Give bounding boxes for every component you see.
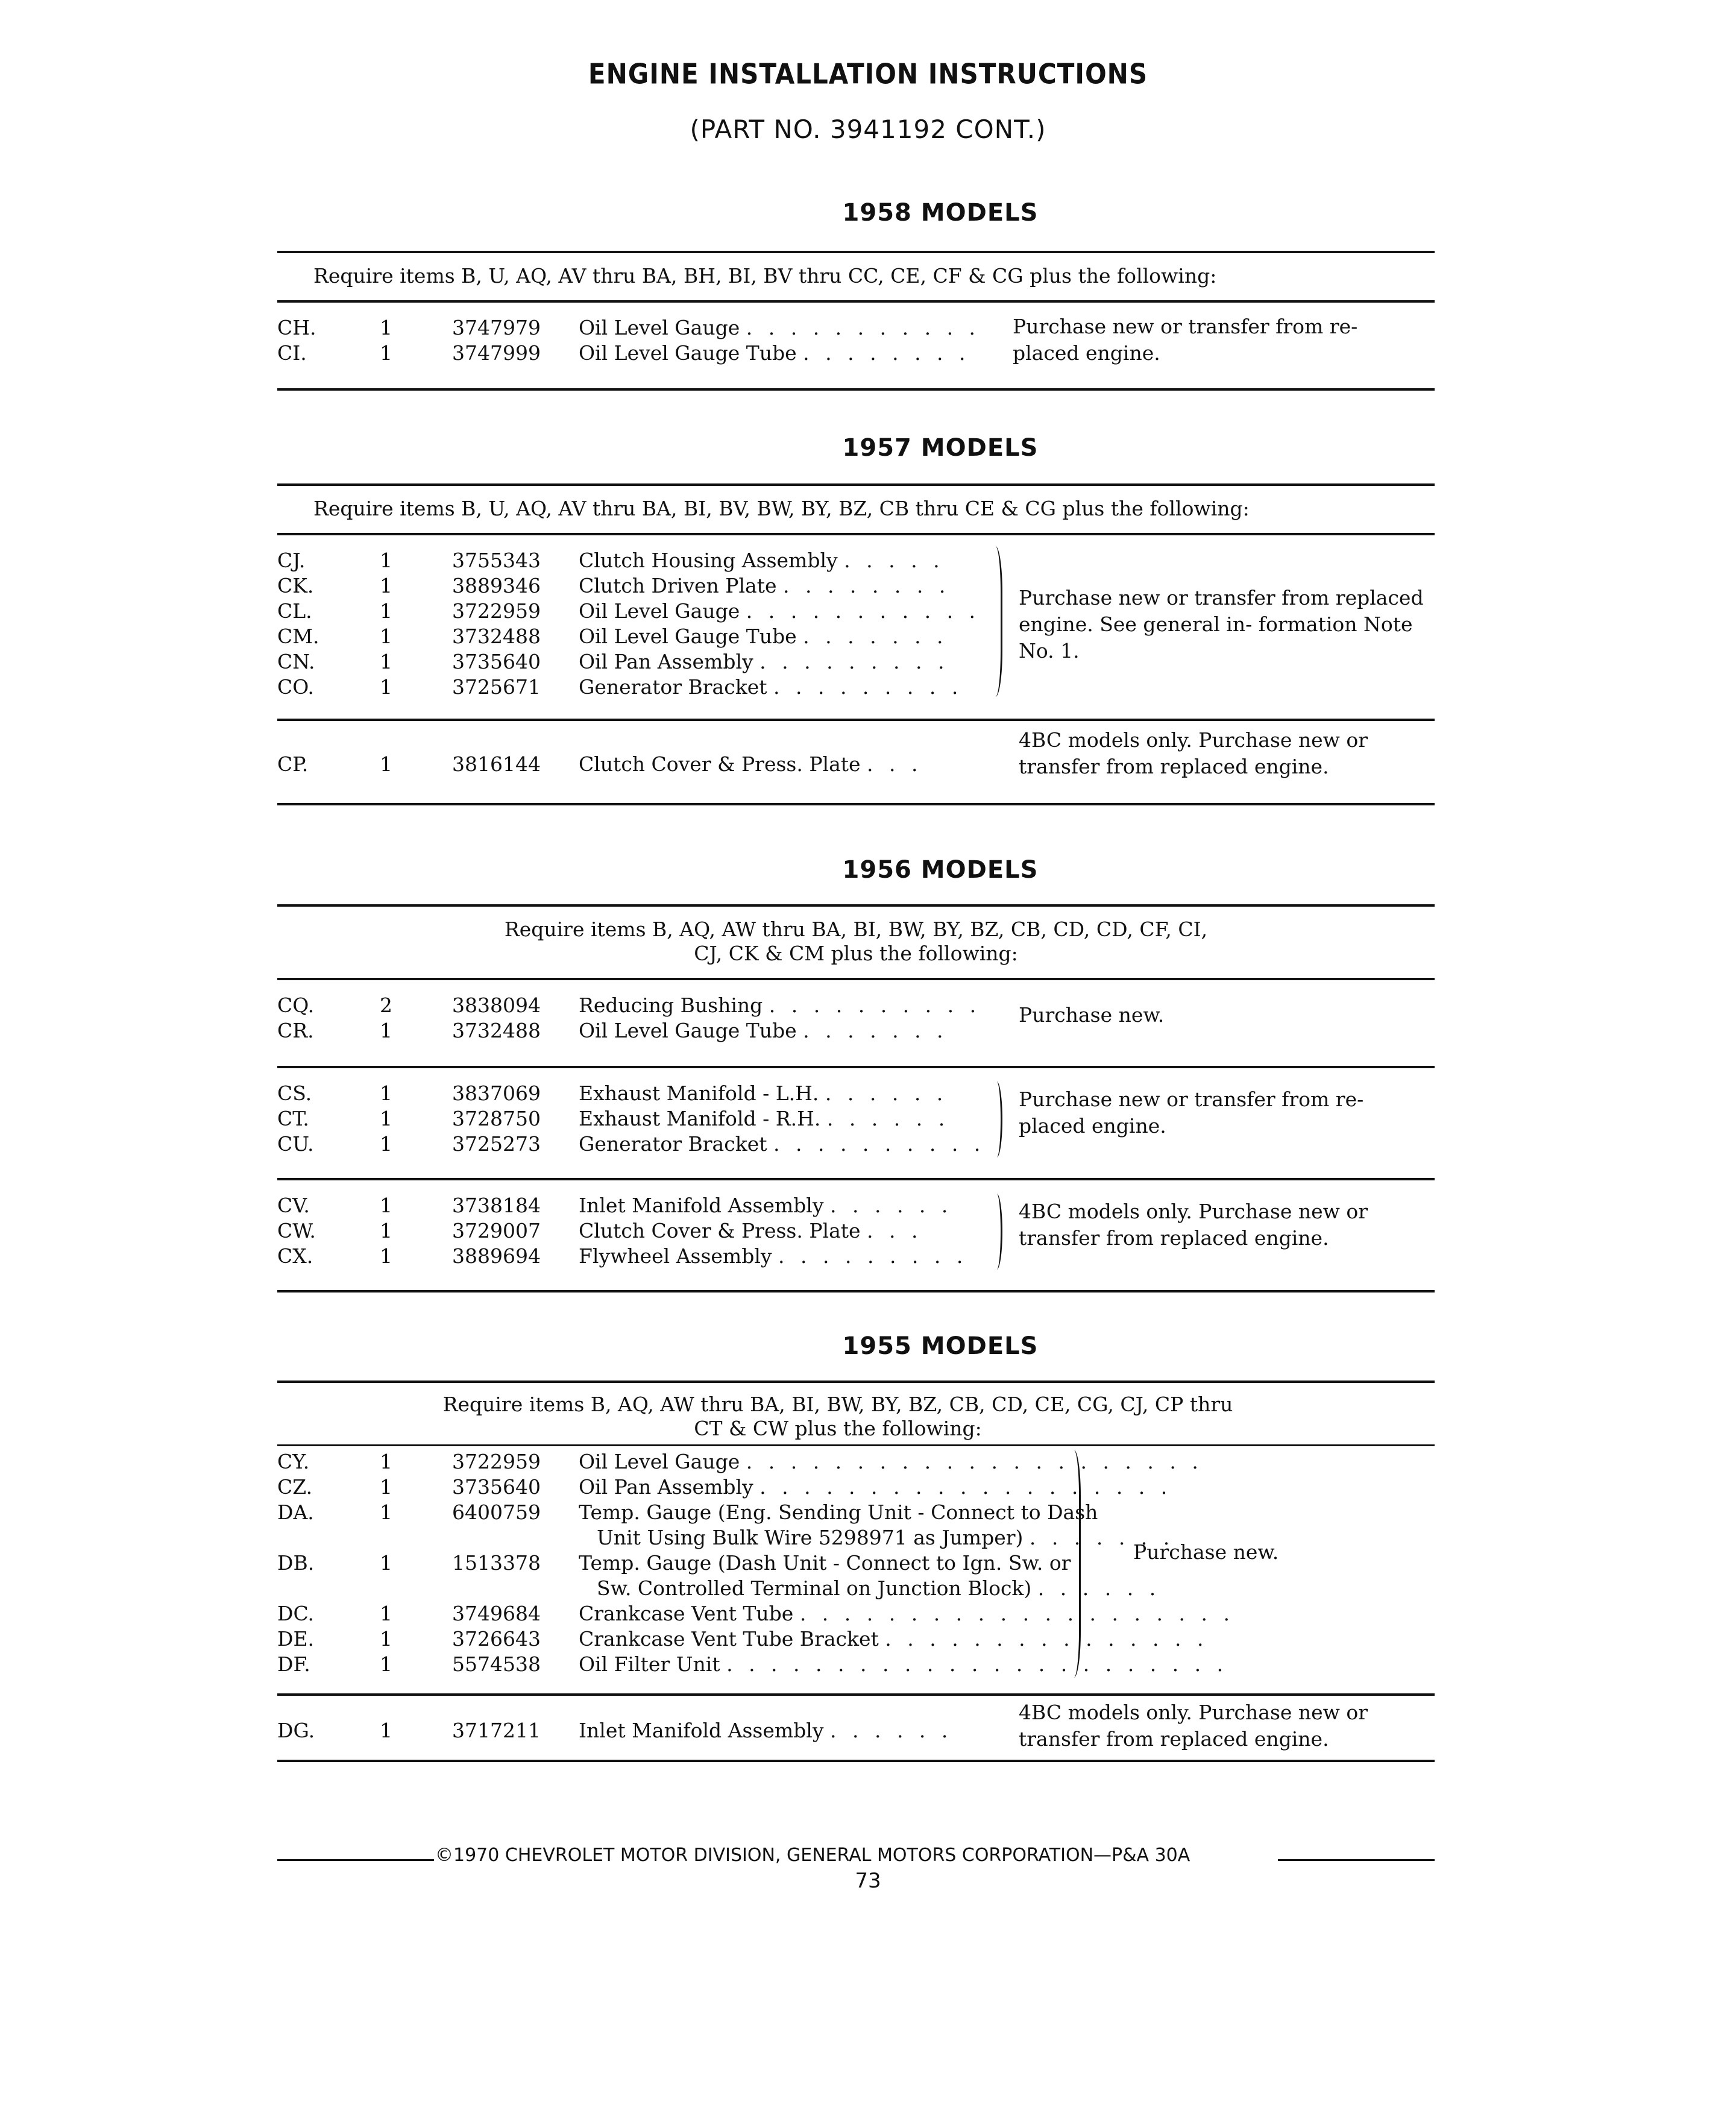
item-description: Crankcase Vent Tube . . . . . . . . . . . . . . . . . . . . [579, 1602, 1234, 1625]
item-qty: 1 [380, 650, 392, 673]
requirement-text: Require items B, AQ, AW thru BA, BI, BW, BY, BZ, CB, CD, CE, CG, CJ, CP thru CT & CW plus the following: [442, 1393, 1233, 1440]
item-qty: 1 [380, 1719, 392, 1742]
group-note: Purchase new. [1019, 1003, 1165, 1027]
document-subtitle: (PART NO. 3941192 CONT.) [690, 115, 1046, 144]
section-title: 1955 MODELS [842, 1332, 1039, 1360]
item-code: CK. [277, 574, 314, 597]
brace [989, 546, 1002, 697]
item-description: Clutch Cover & Press. Plate . . . [579, 1219, 923, 1242]
item-description: Generator Bracket . . . . . . . . . [579, 675, 963, 699]
item-code: DF. [277, 1652, 310, 1676]
item-description: Oil Level Gauge . . . . . . . . . . . [579, 316, 981, 339]
item-code: CO. [277, 675, 314, 699]
part-number: 3735640 [452, 650, 541, 673]
item-qty: 1 [380, 1500, 392, 1524]
section-1955 [277, 1332, 1435, 1762]
parts-row [277, 1475, 1435, 1500]
item-description: Crankcase Vent Tube Bracket . . . . . . . . . . . . . . . [579, 1627, 1209, 1651]
divider [277, 388, 1435, 391]
page-number: 73 [855, 1869, 881, 1893]
item-qty: 1 [380, 549, 392, 572]
group-note: 4BC models only. Purchase new or transfer from replaced engine. [1019, 728, 1368, 778]
item-code: CX. [277, 1244, 313, 1268]
part-number: 3726643 [452, 1627, 541, 1651]
item-qty: 1 [380, 1602, 392, 1625]
part-number: 3732488 [452, 1019, 541, 1042]
item-code: CY. [277, 1450, 310, 1473]
item-description: Oil Pan Assembly . . . . . . . . . [579, 650, 949, 673]
item-description: Reducing Bushing . . . . . . . . . . [579, 993, 981, 1017]
item-code: CR. [277, 1019, 314, 1042]
requirement-text: Require items B, AQ, AW thru BA, BI, BW, BY, BZ, CB, CD, CD, CF, CI, CJ, CK & CM plus the following: [504, 918, 1208, 965]
brace [989, 1194, 1002, 1270]
part-number: 3722959 [452, 599, 541, 623]
part-number: 3747999 [452, 341, 541, 365]
item-qty: 1 [380, 1450, 392, 1473]
part-number: 3729007 [452, 1219, 541, 1242]
part-number: 1513378 [452, 1551, 541, 1575]
group-note: Purchase new or transfer from replaced engine. See general in- formation Note No. 1. [1019, 586, 1424, 663]
parts-row [277, 675, 1435, 701]
part-number: 3755343 [452, 549, 541, 572]
group-note: 4BC models only. Purchase new or transfer from replaced engine. [1019, 1701, 1368, 1751]
part-number: 3725671 [452, 675, 541, 699]
divider [277, 1290, 1435, 1292]
requirement-text: Require items B, U, AQ, AV thru BA, BI, BV, BW, BY, BZ, CB thru CE & CG plus the following: [313, 497, 1250, 520]
brace [989, 1081, 1002, 1157]
part-number: 3816144 [452, 752, 541, 776]
part-number: 6400759 [452, 1500, 541, 1524]
item-code: CU. [277, 1132, 314, 1156]
item-code: CL. [277, 599, 312, 623]
item-qty: 2 [380, 993, 392, 1017]
item-description: Inlet Manifold Assembly . . . . . . [579, 1194, 953, 1217]
item-description: Sw. Controlled Terminal on Junction Block) . . . . . . [597, 1576, 1161, 1600]
item-description: Oil Level Gauge . . . . . . . . . . . . . . . . . . . . . [579, 1450, 1203, 1473]
item-qty: 1 [380, 1551, 392, 1575]
part-number: 3725273 [452, 1132, 541, 1156]
item-qty: 1 [380, 625, 392, 648]
document-title: ENGINE INSTALLATION INSTRUCTIONS [588, 57, 1148, 90]
section-1958 [277, 199, 1435, 391]
parts-group [277, 980, 1435, 1066]
item-description: Flywheel Assembly . . . . . . . . . [579, 1244, 968, 1268]
part-number: 3889694 [452, 1244, 541, 1268]
group-note: 4BC models only. Purchase new or transfer from replaced engine. [1019, 1200, 1368, 1250]
parts-group [277, 535, 1435, 719]
item-qty: 1 [380, 316, 392, 339]
part-number: 3732488 [452, 625, 541, 648]
item-description: Unit Using Bulk Wire 5298971 as Jumper) . . . . . . . [597, 1526, 1175, 1549]
item-code: CI. [277, 341, 307, 365]
item-description: Clutch Driven Plate . . . . . . . . [579, 574, 951, 597]
part-number: 3747979 [452, 316, 541, 339]
section-title: 1956 MODELS [842, 856, 1039, 884]
item-code: DB. [277, 1551, 315, 1575]
item-description: Generator Bracket . . . . . . . . . . [579, 1132, 986, 1156]
part-number: 3889346 [452, 574, 541, 597]
parts-row [277, 1576, 1435, 1602]
item-code: CP. [277, 752, 309, 776]
item-code: CV. [277, 1194, 310, 1217]
item-qty: 1 [380, 1652, 392, 1676]
item-description: Temp. Gauge (Eng. Sending Unit - Connect to Dash [579, 1500, 1098, 1524]
item-description: Oil Level Gauge Tube . . . . . . . [579, 1019, 948, 1042]
item-description: Exhaust Manifold - R.H. . . . . . . [579, 1107, 950, 1130]
part-number: 5574538 [452, 1652, 541, 1676]
parts-group [277, 1180, 1435, 1290]
part-number: 3749684 [452, 1602, 541, 1625]
parts-row [277, 1450, 1435, 1475]
part-number: 3738184 [452, 1194, 541, 1217]
brace [1067, 1450, 1081, 1678]
part-number: 3728750 [452, 1107, 541, 1130]
item-qty: 1 [380, 675, 392, 699]
item-code: CH. [277, 316, 316, 339]
item-description: Oil Level Gauge . . . . . . . . . . . [579, 599, 981, 623]
parts-group [277, 1696, 1435, 1760]
item-code: DA. [277, 1500, 314, 1524]
item-description: Oil Level Gauge Tube . . . . . . . [579, 625, 948, 648]
item-code: CS. [277, 1081, 312, 1105]
item-description: Oil Filter Unit . . . . . . . . . . . . . . . . . . . . . . . [579, 1652, 1228, 1676]
part-number: 3722959 [452, 1450, 541, 1473]
item-qty: 1 [380, 599, 392, 623]
group-note: Purchase new. [1133, 1540, 1279, 1564]
section-title: 1958 MODELS [842, 199, 1039, 227]
item-code: CW. [277, 1219, 316, 1242]
item-code: DG. [277, 1719, 315, 1742]
item-code: DC. [277, 1602, 315, 1625]
item-description: Inlet Manifold Assembly . . . . . . [579, 1719, 953, 1742]
part-number: 3735640 [452, 1475, 541, 1499]
item-description: Clutch Housing Assembly . . . . . [579, 549, 945, 572]
parts-group [277, 721, 1435, 803]
footer [277, 1839, 1435, 1869]
parts-row [277, 549, 1435, 574]
divider [277, 803, 1435, 805]
item-qty: 1 [380, 574, 392, 597]
item-description: Clutch Cover & Press. Plate . . . [579, 752, 923, 776]
section-1956 [277, 856, 1435, 1292]
item-code: CT. [277, 1107, 309, 1130]
section-1957 [277, 434, 1435, 805]
parts-group [277, 1068, 1435, 1178]
item-qty: 1 [380, 1475, 392, 1499]
parts-group [277, 303, 1435, 388]
parts-row [277, 1500, 1435, 1526]
item-description: Oil Level Gauge Tube . . . . . . . . [579, 341, 970, 365]
parts-row [277, 1602, 1435, 1627]
item-qty: 1 [380, 341, 392, 365]
footer-rule-right [1278, 1859, 1435, 1861]
item-description: Temp. Gauge (Dash Unit - Connect to Ign. Sw. or [579, 1551, 1071, 1575]
item-qty: 1 [380, 1081, 392, 1105]
part-number: 3838094 [452, 993, 541, 1017]
footer-rule-left [277, 1859, 434, 1861]
item-code: CZ. [277, 1475, 313, 1499]
copyright-text: ©1970 CHEVROLET MOTOR DIVISION, GENERAL MOTORS CORPORATION—P&A 30A [435, 1845, 1190, 1866]
item-description: Exhaust Manifold - L.H. . . . . . . [579, 1081, 948, 1105]
part-number: 3837069 [452, 1081, 541, 1105]
parts-row [277, 1652, 1435, 1678]
parts-group [277, 1446, 1435, 1693]
item-qty: 1 [380, 1244, 392, 1268]
group-note: Purchase new or transfer from re- placed engine. [1013, 315, 1358, 365]
item-code: CM. [277, 625, 319, 648]
item-description: Oil Pan Assembly . . . . . . . . . . . . . . . . . . . [579, 1475, 1172, 1499]
requirement-text: Require items B, U, AQ, AV thru BA, BH, BI, BV thru CC, CE, CF & CG plus the following: [313, 264, 1217, 288]
part-number: 3717211 [452, 1719, 541, 1742]
item-qty: 1 [380, 752, 392, 776]
item-qty: 1 [380, 1194, 392, 1217]
item-code: CN. [277, 650, 315, 673]
group-note: Purchase new or transfer from re- placed engine. [1019, 1088, 1364, 1138]
item-qty: 1 [380, 1627, 392, 1651]
section-title: 1957 MODELS [842, 434, 1039, 462]
item-qty: 1 [380, 1219, 392, 1242]
item-qty: 1 [380, 1019, 392, 1042]
item-qty: 1 [380, 1107, 392, 1130]
item-qty: 1 [380, 1132, 392, 1156]
item-code: CJ. [277, 549, 306, 572]
parts-row [277, 1627, 1435, 1652]
divider [277, 1760, 1435, 1762]
item-code: CQ. [277, 993, 315, 1017]
item-code: DE. [277, 1627, 315, 1651]
